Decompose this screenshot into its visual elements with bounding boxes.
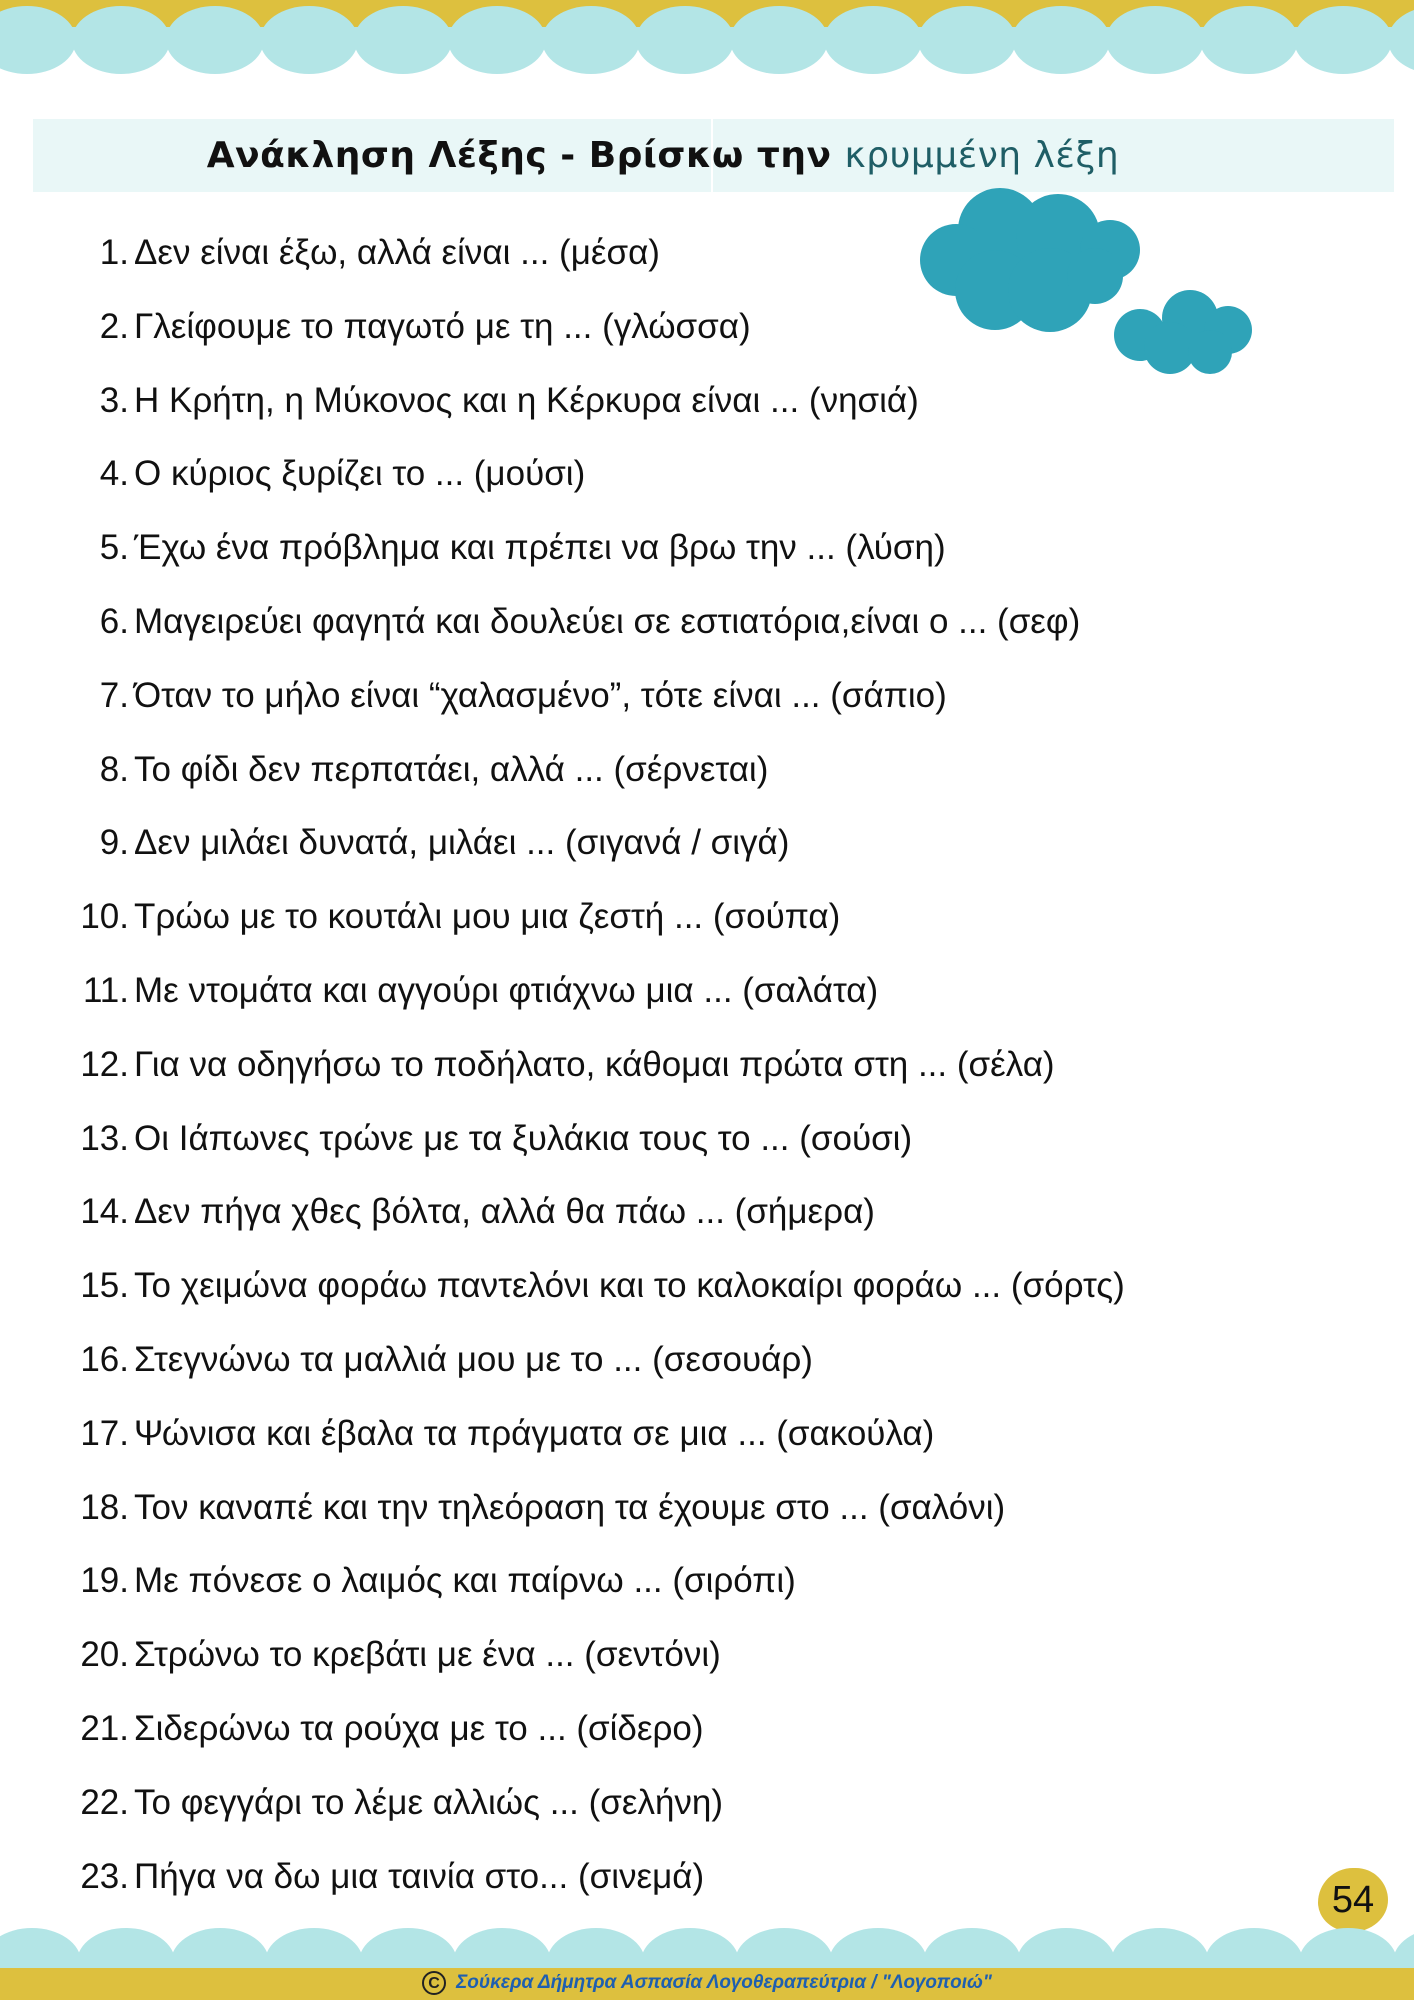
list-item <box>0 1040 1300 1090</box>
list-item-text: Τρώω με το κουτάλι μου μια ζεστή ... (σούπα) <box>134 897 841 937</box>
wave-scallop <box>448 6 546 74</box>
list-item-number: 9. <box>99 823 129 863</box>
list-item-text: Ο κύριος ξυρίζει το ... (μούσι) <box>134 454 586 494</box>
list-item-number: 1. <box>99 233 129 272</box>
list-item-text: Σιδερώνω τα ρούχα με το ... (σίδερο) <box>134 1709 704 1748</box>
list-item-text: Μαγειρεύει φαγητά και δουλεύει σε εστιατόρια,είναι ο ... (σεφ) <box>134 602 1081 641</box>
list-item <box>0 671 1300 721</box>
footer-credit-text: Σούκερα Δήμητρα Ασπασία Λογοθεραπεύτρια / "Λογοποιώ" <box>456 1972 992 1993</box>
copyright-icon: C <box>422 1971 446 1995</box>
wave-scallop <box>354 6 452 74</box>
list-item-text: Για να οδηγήσω το ποδήλατο, κάθομαι πρώτα στη ... (σέλα) <box>134 1044 1055 1084</box>
list-item-text: Έχω ένα πρόβλημα και πρέπει να βρω την ... (λύση) <box>134 528 946 568</box>
list-item-number: 6. <box>99 602 129 641</box>
page-number: 54 <box>1331 1879 1375 1921</box>
list-item-number: 18. <box>80 1487 129 1527</box>
wave-scallop <box>166 6 264 74</box>
list-item-text: Δεν μιλάει δυνατά, μιλάει ... (σιγανά / σιγά) <box>134 823 790 863</box>
wave-scallop <box>636 6 734 74</box>
list-item-text: Τον καναπέ και την τηλεόραση τα έχουμε στο ... (σαλόνι) <box>134 1487 1006 1527</box>
list-item <box>0 449 1300 499</box>
wave-scallop <box>72 6 170 74</box>
list-item-text: Το φεγγάρι το λέμε αλλιώς ... (σελήνη) <box>134 1782 724 1822</box>
list-item <box>0 1114 1300 1164</box>
list-item-text: Ψώνισα και έβαλα τα πράγματα σε μια ... (σακούλα) <box>134 1413 935 1453</box>
list-item <box>0 1261 1300 1311</box>
list-item <box>0 892 1300 942</box>
list-item-number: 14. <box>80 1192 129 1232</box>
list-item-number: 20. <box>80 1635 129 1675</box>
list-item-text: Το χειμώνα φοράω παντελόνι και το καλοκαίρι φοράω ... (σόρτς) <box>134 1266 1125 1306</box>
list-item <box>0 818 1300 868</box>
list-item-text: Δεν πήγα χθες βόλτα, αλλά θα πάω ... (σήμερα) <box>134 1192 875 1232</box>
wave-scallop <box>1106 6 1204 74</box>
list-item-number: 7. <box>99 675 129 715</box>
list-item-number: 15. <box>80 1266 129 1306</box>
list-item-number: 19. <box>80 1561 129 1601</box>
wave-scallop <box>1200 6 1298 74</box>
list-item <box>0 1704 1300 1754</box>
list-item <box>0 1483 1300 1533</box>
list-item-text: Οι Ιάπωνες τρώνε με τα ξυλάκια τους το ... (σούσι) <box>134 1118 913 1158</box>
list-item-number: 3. <box>99 380 129 420</box>
wave-scallop <box>824 6 922 74</box>
wave-scallop <box>1294 6 1392 74</box>
wave-scallop <box>730 6 828 74</box>
list-item <box>0 1630 1300 1680</box>
list-item <box>0 745 1300 795</box>
list-item-text: Το φίδι δεν περπατάει, αλλά ... (σέρνεται) <box>134 749 769 789</box>
list-item-number: 11. <box>82 971 129 1010</box>
wave-scallop <box>542 6 640 74</box>
list-item-number: 22. <box>80 1782 129 1822</box>
wave-scallop <box>1012 6 1110 74</box>
list-item-number: 21. <box>80 1709 129 1748</box>
list-item <box>0 966 1300 1016</box>
wave-scallop <box>918 6 1016 74</box>
list-item-text: Με πόνεσε ο λαιμός και παίρνω ... (σιρόπι) <box>134 1561 796 1601</box>
list-item-number: 16. <box>80 1340 129 1379</box>
list-item <box>0 228 1300 278</box>
list-item-text: Όταν το μήλο είναι “χαλασμένο”, τότε είναι ... (σάπιο) <box>134 675 947 715</box>
wave-scallop <box>260 6 358 74</box>
list-item-text: Η Κρήτη, η Μύκονος και η Κέρκυρα είναι ... (νησιά) <box>134 380 919 420</box>
list-item-text: Δεν είναι έξω, αλλά είναι ... (μέσα) <box>134 233 660 272</box>
list-item-text: Στρώνω το κρεβάτι με ένα ... (σεντόνι) <box>134 1635 721 1675</box>
list-item-text: Πήγα να δω μια ταινία στο... (σινεμά) <box>134 1856 705 1896</box>
list-item <box>0 1556 1300 1606</box>
list-item-text: Με ντομάτα και αγγούρι φτιάχνω μια ... (σαλάτα) <box>134 971 879 1010</box>
list-item <box>0 1187 1300 1237</box>
list-item <box>0 302 1300 352</box>
list-item-number: 13. <box>80 1118 129 1158</box>
list-item-number: 10. <box>80 897 129 937</box>
list-item-number: 23. <box>80 1856 129 1896</box>
list-item-number: 4. <box>99 454 129 494</box>
title-main: Ανάκληση Λέξης - Βρίσκω την <box>206 135 845 176</box>
top-wave-border <box>0 0 1414 80</box>
list-item <box>0 1335 1300 1385</box>
list-item <box>0 523 1300 573</box>
list-item <box>0 376 1300 426</box>
list-item <box>0 1852 1300 1902</box>
list-item-number: 2. <box>99 306 129 346</box>
list-item-text: Στεγνώνω τα μαλλιά μου με το ... (σεσουάρ) <box>134 1340 813 1379</box>
list-item-text: Γλείφουμε το παγωτό με τη ... (γλώσσα) <box>134 306 751 346</box>
list-item-number: 12. <box>80 1044 129 1084</box>
list-item <box>0 1409 1300 1459</box>
list-item-number: 5. <box>99 528 129 568</box>
list-item <box>0 597 1300 647</box>
footer-credit <box>0 1966 1414 2000</box>
list-item <box>0 1778 1300 1828</box>
clouds-illustration <box>900 180 1280 390</box>
list-item-number: 17. <box>80 1413 129 1453</box>
list-item-number: 8. <box>99 749 129 789</box>
title-accent: κρυμμένη λέξη <box>844 135 1120 176</box>
